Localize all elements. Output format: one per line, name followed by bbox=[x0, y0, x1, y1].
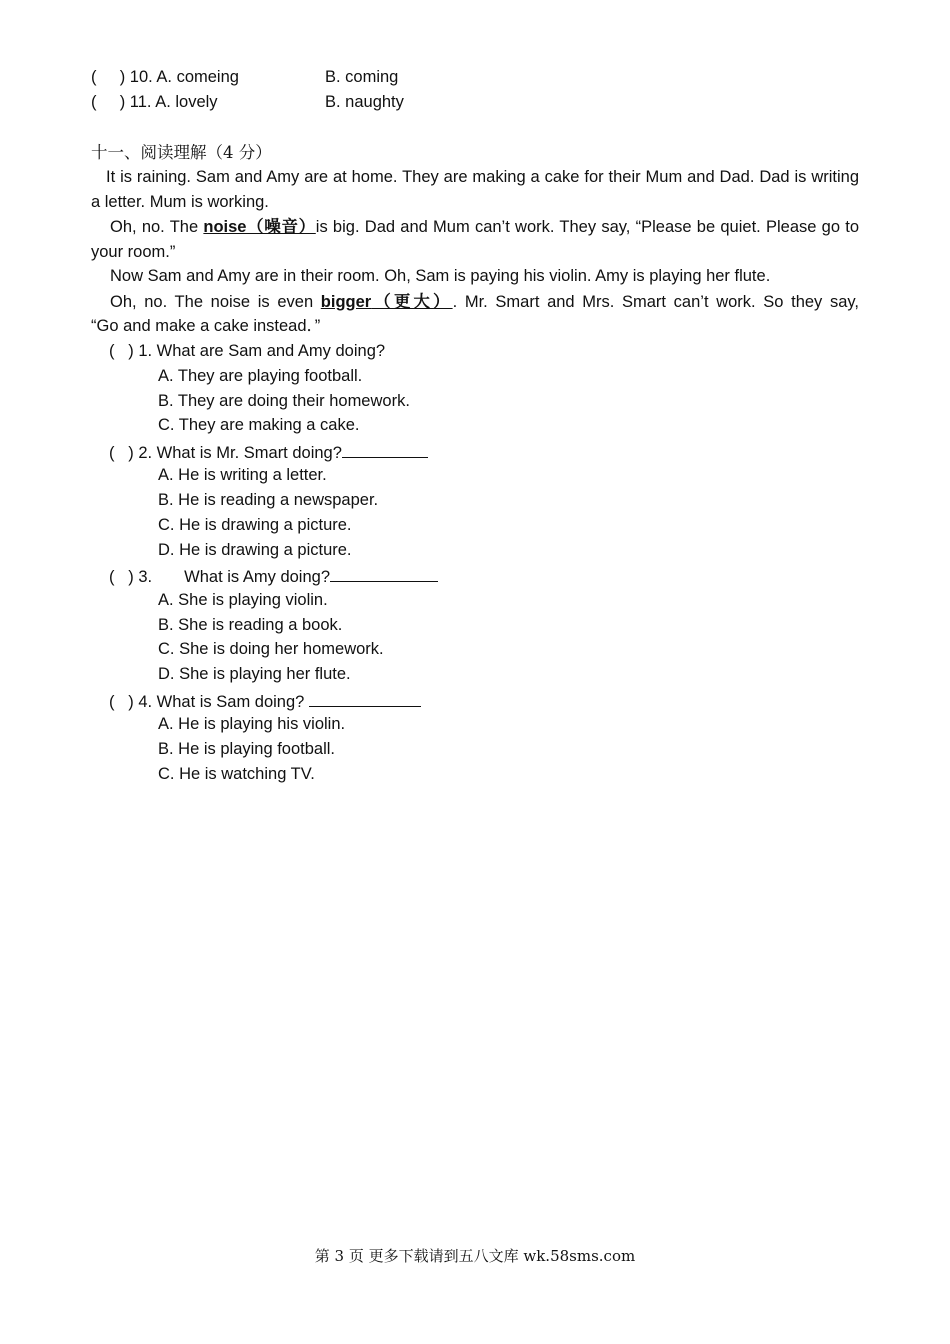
passage-paragraph-4 bbox=[91, 290, 859, 314]
mc-item-11-option-b: B. naughty bbox=[325, 93, 404, 111]
q4-option-b: B. He is playing football. bbox=[158, 740, 336, 758]
paren-close: ) bbox=[119, 68, 126, 86]
q1-option-c: C. They are making a cake. bbox=[158, 416, 360, 434]
vocab-bigger: bigger（更大） bbox=[320, 292, 453, 311]
q1-option-b: B. They are doing their homework. bbox=[158, 392, 410, 410]
q1-option-a: A. They are playing football. bbox=[158, 367, 363, 385]
paren-open: ( bbox=[91, 68, 97, 86]
question-3-row bbox=[109, 564, 438, 588]
q3-option-a: A. She is playing violin. bbox=[158, 591, 328, 609]
question-1: ( ) 1. What are Sam and Amy doing? bbox=[109, 342, 386, 360]
answer-blank bbox=[309, 689, 421, 707]
passage-paragraph-2 bbox=[91, 215, 859, 264]
mc-item-10 bbox=[91, 66, 239, 88]
item-number: 11. bbox=[129, 93, 152, 111]
question-3: ( ) 3. What is Amy doing? bbox=[109, 568, 330, 586]
vocab-noise: noise（噪音） bbox=[203, 217, 316, 236]
option-a: A. comeing bbox=[156, 68, 239, 86]
q2-option-d: D. He is drawing a picture. bbox=[158, 541, 352, 559]
paren-open: ( bbox=[91, 93, 97, 111]
question-2: ( ) 2. What is Mr. Smart doing? bbox=[109, 444, 342, 462]
p4-before: Oh, no. The noise is even bbox=[110, 293, 321, 311]
page-footer: 第 3 页 更多下载请到五八文库 wk.58sms.com bbox=[314, 1247, 636, 1265]
option-a: A. lovely bbox=[155, 93, 218, 111]
answer-blank bbox=[342, 440, 428, 458]
q3-option-c: C. She is doing her homework. bbox=[158, 640, 384, 658]
question-2-row bbox=[109, 440, 428, 464]
q2-option-c: C. He is drawing a picture. bbox=[158, 516, 352, 534]
q4-option-c: C. He is watching TV. bbox=[158, 765, 315, 783]
passage-paragraph-1: It is raining. Sam and Amy are at home. They are making a cake for their Mum and Dad. Dad is writing a letter. Mum is working. bbox=[91, 168, 859, 211]
mc-item-11 bbox=[91, 91, 218, 113]
p4-after: . Mr. Smart and Mrs. Smart can’t work. So they say, bbox=[452, 293, 859, 311]
p2-after: is big. Dad and Mum can’t work. They say, “Please be quiet. Please go to your room.” bbox=[91, 218, 860, 261]
section-title: 十一、阅读理解（4 分） bbox=[91, 143, 272, 162]
paren-close: ) bbox=[119, 93, 126, 111]
q3-option-d: D. She is playing her flute. bbox=[158, 665, 351, 683]
q2-option-a: A. He is writing a letter. bbox=[158, 466, 327, 484]
passage-paragraph-3: Now Sam and Amy are in their room. Oh, Sam is paying his violin. Amy is playing her flute. bbox=[110, 267, 771, 285]
question-4: ( ) 4. What is Sam doing? bbox=[109, 693, 309, 711]
answer-blank bbox=[330, 564, 438, 582]
mc-item-10-option-b: B. coming bbox=[325, 68, 399, 86]
item-number: 10. bbox=[129, 68, 153, 86]
q2-option-b: B. He is reading a newspaper. bbox=[158, 491, 379, 509]
passage-paragraph-4-end: “Go and make a cake instead．” bbox=[91, 317, 321, 335]
q3-option-b: B. She is reading a book. bbox=[158, 616, 343, 634]
p2-before: Oh, no. The bbox=[110, 218, 204, 236]
q4-option-a: A. He is playing his violin. bbox=[158, 715, 346, 733]
question-4-row bbox=[109, 689, 421, 713]
